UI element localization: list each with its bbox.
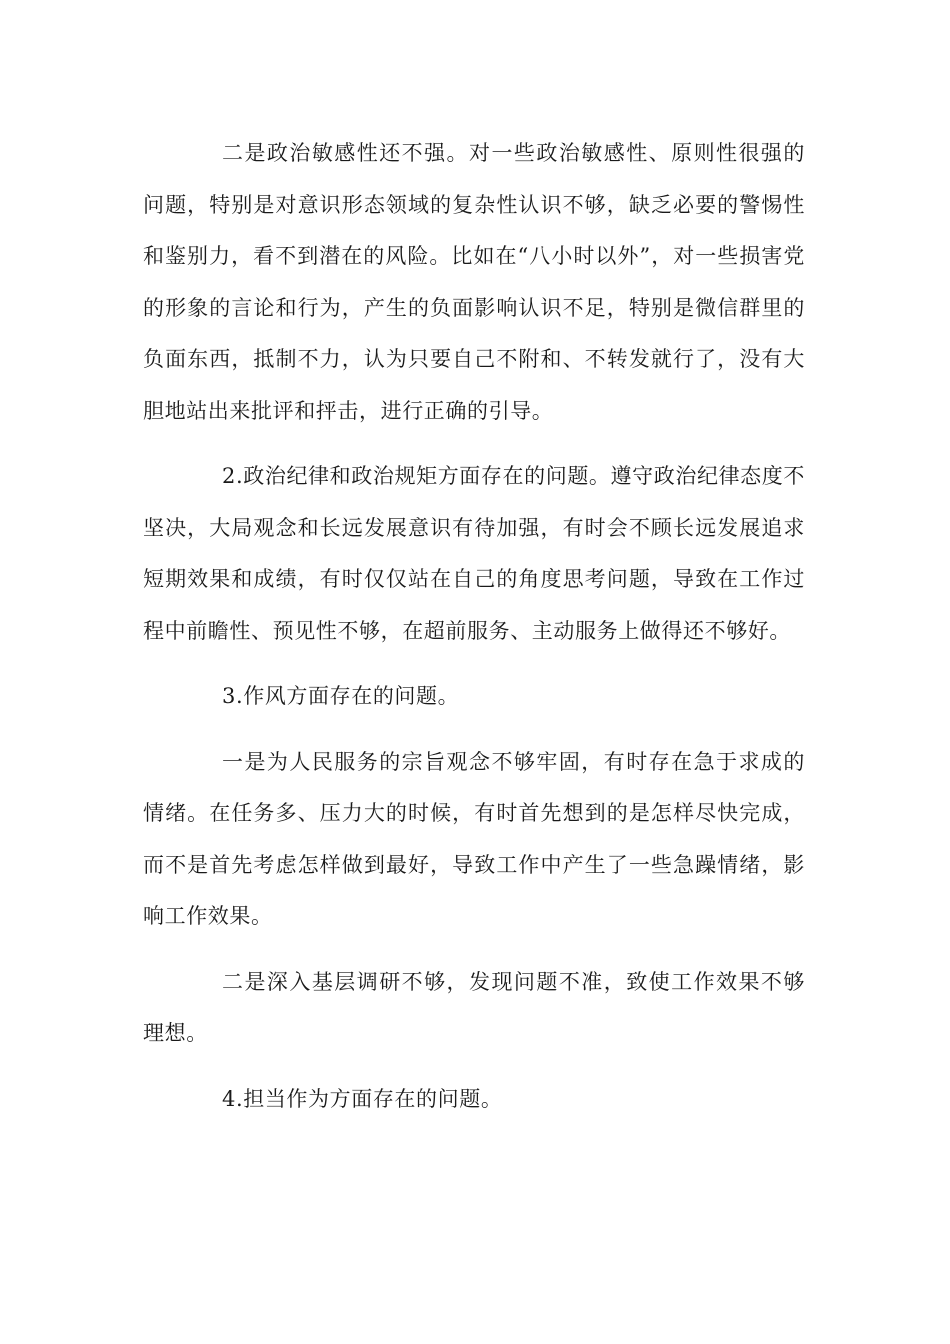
paragraph-work-style-heading: 3.作风方面存在的问题。	[222, 684, 460, 708]
paragraph-responsibility-heading: 4.担当作为方面存在的问题。	[222, 1086, 503, 1111]
paragraph-political-discipline: 2.政治纪律和政治规矩方面存在的问题。遵守政治纪律态度不坚决，大局观念和长远发展意识有待加强，有时会不顾长远发展追求短期效果和成绩，有时仅仅站在自己的角度思考问题，导致在工作过程中前瞻性、预见性不够，在超前服务、主动服务上做得还不够好。	[143, 464, 805, 643]
paragraph-service-concept: 一是为人民服务的宗旨观念不够牢固，有时存在急于求成的情绪。在任务多、压力大的时候，有时首先想到的是怎样尽快完成，而不是首先考虑怎样做到最好，导致工作中产生了一些急躁情绪，影响工作效果。	[143, 749, 805, 928]
paragraph-grassroots-research: 二是深入基层调研不够，发现问题不准，致使工作效果不够理想。	[143, 969, 805, 1045]
document-body	[143, 128, 805, 1139]
paragraph-political-sensitivity: 二是政治敏感性还不强。对一些政治敏感性、原则性很强的问题，特别是对意识形态领域的复杂性认识不够，缺乏必要的警惕性和鉴别力，看不到潜在的风险。比如在“八小时以外”，对一些损害党的形象的言论和行为，产生的负面影响认识不足，特别是微信群里的负面东西，抵制不力，认为只要自己不附和、不转发就行了，没有大胆地站出来批评和抨击，进行正确的引导。	[143, 141, 805, 423]
